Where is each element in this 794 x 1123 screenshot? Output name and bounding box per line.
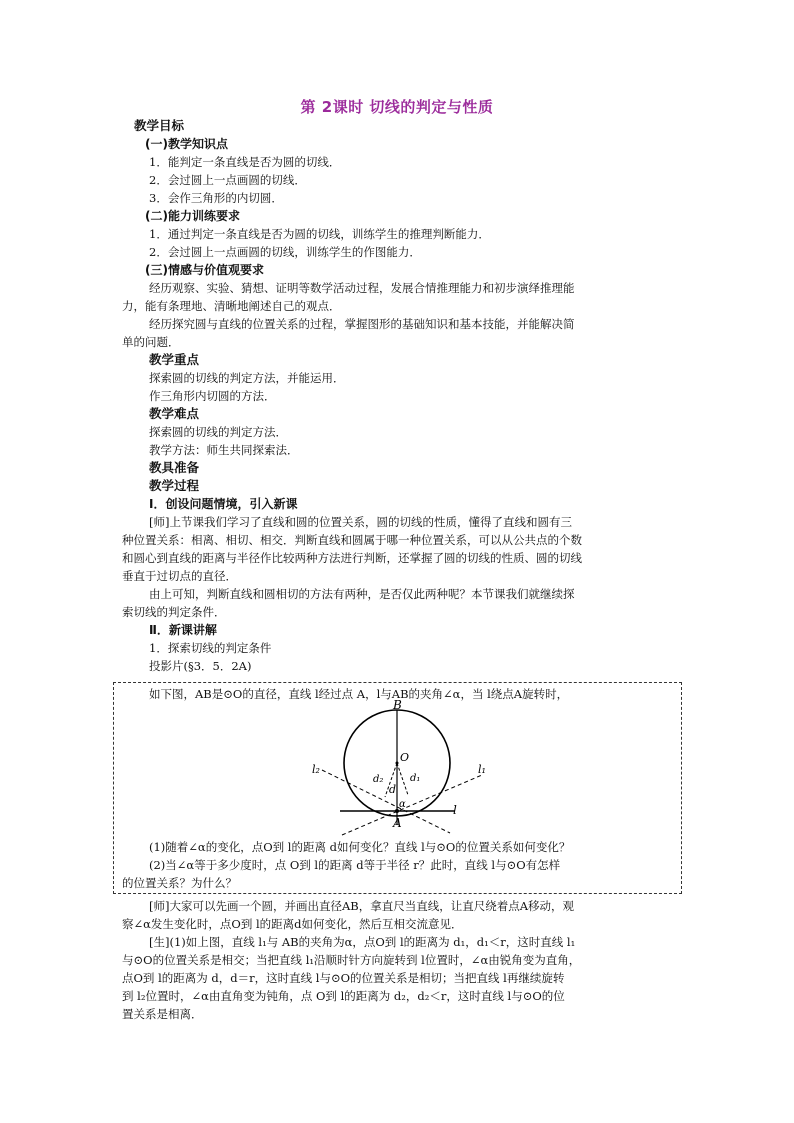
text-line: 垂直于过切点的直径． <box>122 569 237 583</box>
text-line: 经历探究圆与直线的位置关系的过程，掌握图形的基础知识和基本技能，并能解决简 <box>149 317 575 331</box>
label-l: l <box>453 803 457 817</box>
text-line: 力，能有条理地、清晰地阐述自己的观点． <box>122 299 341 313</box>
subheading-intro: Ⅰ．创设问题情境，引入新课 <box>149 497 298 511</box>
text-line: 1．探索切线的判定条件 <box>149 641 272 655</box>
text-line: 探索圆的切线的判定方法． <box>149 425 287 439</box>
label-l1: l₁ <box>478 763 486 776</box>
subheading-ability: (二)能力训练要求 <box>145 209 240 223</box>
text-line: 点O到 l的距离为 d，d＝r，这时直线 l与⊙O的位置关系是相切；当把直线 l再继续旋转 <box>122 971 565 985</box>
text-line: 如下图，AB是⊙O的直径，直线 l经过点 A，l与AB的夹角∠α，当 l绕点A旋转时， <box>149 687 569 701</box>
text-line: 教学方法：师生共同探索法． <box>149 443 299 457</box>
text-line: 索切线的判定条件． <box>122 605 226 619</box>
subheading-emotion: (三)情感与价值观要求 <box>145 263 264 277</box>
text-line: 3．会作三角形的内切圆． <box>149 191 283 205</box>
text-line: 1．通过判定一条直线是否为圆的切线，训练学生的推理判断能力． <box>149 227 490 241</box>
text-line: 和圆心到直线的距离与半径作比较两种方法进行判断，还掌握了圆的切线的性质、圆的切线 <box>122 551 582 565</box>
label-d: d <box>389 783 397 796</box>
heading-key: 教学重点 <box>149 352 200 367</box>
text-line: 由上可知，判断直线和圆相切的方法有两种，是否仅此两种呢？本节课我们就继续探 <box>149 587 575 601</box>
text-line: [师]大家可以先画一个圆，并画出直径AB，拿直尺当直线，让直尺绕着点A移动，观 <box>149 899 575 913</box>
point-o <box>396 762 399 765</box>
text-line: 经历观察、实验、猜想、证明等数学活动过程，发展合情推理能力和初步演绎推理能 <box>149 281 575 295</box>
text-line: [生](1)如上图，直线 l₁与 AB的夹角为α，点O到 l的距离为 d₁，d₁＜r，这时直线 l₁ <box>149 935 576 949</box>
label-alpha: α <box>399 799 406 810</box>
text-line: 察∠α发生变化时，点O到 l的距离d如何变化，然后互相交流意见． <box>122 917 463 931</box>
text-line: 与⊙O的位置关系是相交；当把直线 l₁沿顺时针方向旋转到 l位置时，∠α由锐角变为直角， <box>122 953 581 967</box>
text-line: 探索圆的切线的判定方法，并能运用． <box>149 371 345 385</box>
page-title: 第 2课时 切线的判定与性质 <box>300 98 494 116</box>
heading-tools: 教具准备 <box>149 460 200 475</box>
text-line: 单的问题． <box>122 335 180 349</box>
label-d2: d₂ <box>373 774 384 785</box>
text-line: 置关系是相离． <box>122 1007 203 1021</box>
label-l2: l₂ <box>312 763 320 776</box>
label-o: O <box>400 751 410 764</box>
line-l1 <box>342 775 482 835</box>
text-line: (2)当∠α等于多少度时，点 O到 l的距离 d等于半径 r？此时，直线 l与⊙O有怎样 <box>149 858 561 872</box>
text-line: 的位置关系？为什么？ <box>122 876 237 890</box>
tangent-figure <box>300 700 500 845</box>
subheading-knowledge: (一)教学知识点 <box>145 137 228 151</box>
label-b: B <box>393 700 402 712</box>
subheading-new-lesson: Ⅱ．新课讲解 <box>149 623 217 637</box>
heading-goals: 教学目标 <box>134 118 185 133</box>
text-line: 种位置关系：相离、相切、相交．判断直线和圆属于哪一种位置关系，可以从公共点的个数 <box>122 533 582 547</box>
text-line: 作三角形内切圆的方法． <box>149 389 276 403</box>
heading-process: 教学过程 <box>149 478 200 493</box>
text-line: 2．会过圆上一点画圆的切线． <box>149 173 306 187</box>
text-line: 1．能判定一条直线是否为圆的切线． <box>149 155 341 169</box>
line-l2 <box>322 770 450 833</box>
label-a: A <box>393 816 402 830</box>
heading-difficulty: 教学难点 <box>149 406 200 421</box>
text-line: [师]上节课我们学习了直线和圆的位置关系，圆的切线的性质，懂得了直线和圆有三 <box>149 515 572 529</box>
label-d1: d₁ <box>410 773 421 784</box>
segment-d1 <box>397 763 408 795</box>
text-line: 投影片(§3．5．2A) <box>149 659 252 673</box>
text-line: (1)随着∠α的变化，点O到 l的距离 d如何变化？直线 l与⊙O的位置关系如何变化？ <box>149 840 571 854</box>
text-line: 到 l₂位置时，∠α由直角变为钝角，点 O到 l的距离为 d₂，d₂＜r，这时直线 l与⊙O的位 <box>122 989 565 1003</box>
text-line: 2．会过圆上一点画圆的切线，训练学生的作图能力． <box>149 245 421 259</box>
